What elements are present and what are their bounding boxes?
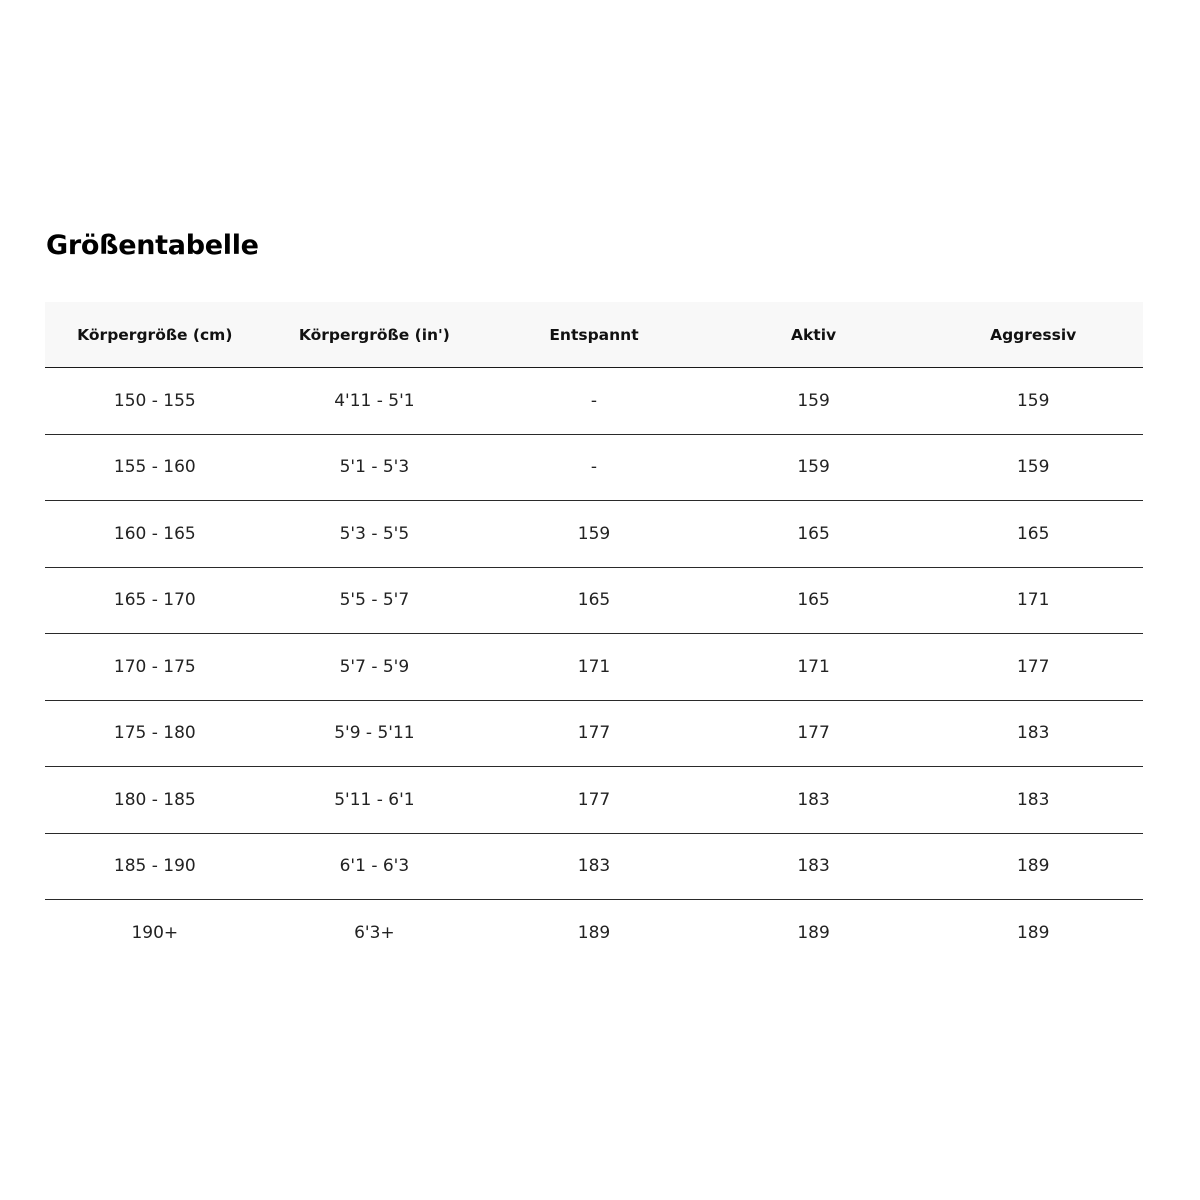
table-row: [45, 700, 1143, 767]
cell-height-in: 5'9 - 5'11: [265, 700, 485, 767]
size-chart-table: [45, 302, 1143, 966]
cell-relaxed: 189: [577, 922, 611, 943]
cell-relaxed: -: [484, 368, 704, 435]
page-title: Größentabelle: [46, 230, 259, 261]
cell-height-cm: 165 - 170: [45, 567, 265, 634]
cell-height-cm: 175 - 180: [45, 700, 265, 767]
cell-relaxed: 171: [484, 634, 704, 701]
table-row: [45, 634, 1143, 701]
cell-height-cm: 190+: [131, 922, 179, 943]
cell-height-cm: 185 - 190: [45, 833, 265, 900]
cell-relaxed: 177: [484, 767, 704, 834]
cell-height-in: 6'3+: [354, 922, 395, 943]
table-row: [45, 767, 1143, 834]
cell-active: 165: [704, 501, 924, 568]
table-row: [45, 833, 1143, 900]
cell-active: 189: [797, 922, 830, 943]
cell-height-in: 5'5 - 5'7: [265, 567, 485, 634]
cell-height-cm: 150 - 155: [45, 368, 265, 435]
cell-aggressive: 183: [923, 767, 1143, 834]
cell-active: 159: [704, 368, 924, 435]
cell-relaxed: 165: [484, 567, 704, 634]
cell-relaxed: 183: [484, 833, 704, 900]
cell-aggressive: 183: [923, 700, 1143, 767]
cell-relaxed: 159: [484, 501, 704, 568]
header-relaxed: Entspannt: [484, 302, 704, 368]
cell-active: 171: [704, 634, 924, 701]
cell-height-cm: 160 - 165: [45, 501, 265, 568]
cell-active: 177: [704, 700, 924, 767]
cell-height-cm: 155 - 160: [45, 434, 265, 501]
table-row: [45, 501, 1143, 568]
header-active: Aktiv: [704, 302, 924, 368]
cell-height-cm: 170 - 175: [45, 634, 265, 701]
cell-aggressive: 177: [923, 634, 1143, 701]
cell-height-in: 6'1 - 6'3: [265, 833, 485, 900]
cell-aggressive: 159: [923, 434, 1143, 501]
cell-active: 165: [704, 567, 924, 634]
cell-aggressive: 165: [923, 501, 1143, 568]
cell-height-cm: 180 - 185: [45, 767, 265, 834]
table-row: [45, 434, 1143, 501]
cell-height-in: 5'1 - 5'3: [265, 434, 485, 501]
cell-height-in: 5'11 - 6'1: [265, 767, 485, 834]
cell-active: 183: [704, 833, 924, 900]
cell-aggressive: 189: [923, 833, 1143, 900]
table-row: [45, 368, 1143, 435]
header-aggressive: Aggressiv: [923, 302, 1143, 368]
cell-relaxed: 177: [484, 700, 704, 767]
header-height-cm: Körpergröße (cm): [45, 302, 265, 368]
table-row: [45, 900, 1143, 966]
table-row: [45, 567, 1143, 634]
cell-height-in: 5'7 - 5'9: [265, 634, 485, 701]
cell-aggressive: 159: [923, 368, 1143, 435]
table-body: [45, 368, 1143, 966]
header-height-in: Körpergröße (in'): [265, 302, 485, 368]
cell-active: 183: [704, 767, 924, 834]
cell-height-in: 4'11 - 5'1: [265, 368, 485, 435]
table-header-row: [45, 302, 1143, 368]
cell-relaxed: -: [484, 434, 704, 501]
cell-aggressive: 189: [1016, 922, 1050, 943]
cell-active: 159: [704, 434, 924, 501]
cell-aggressive: 171: [923, 567, 1143, 634]
cell-height-in: 5'3 - 5'5: [265, 501, 485, 568]
